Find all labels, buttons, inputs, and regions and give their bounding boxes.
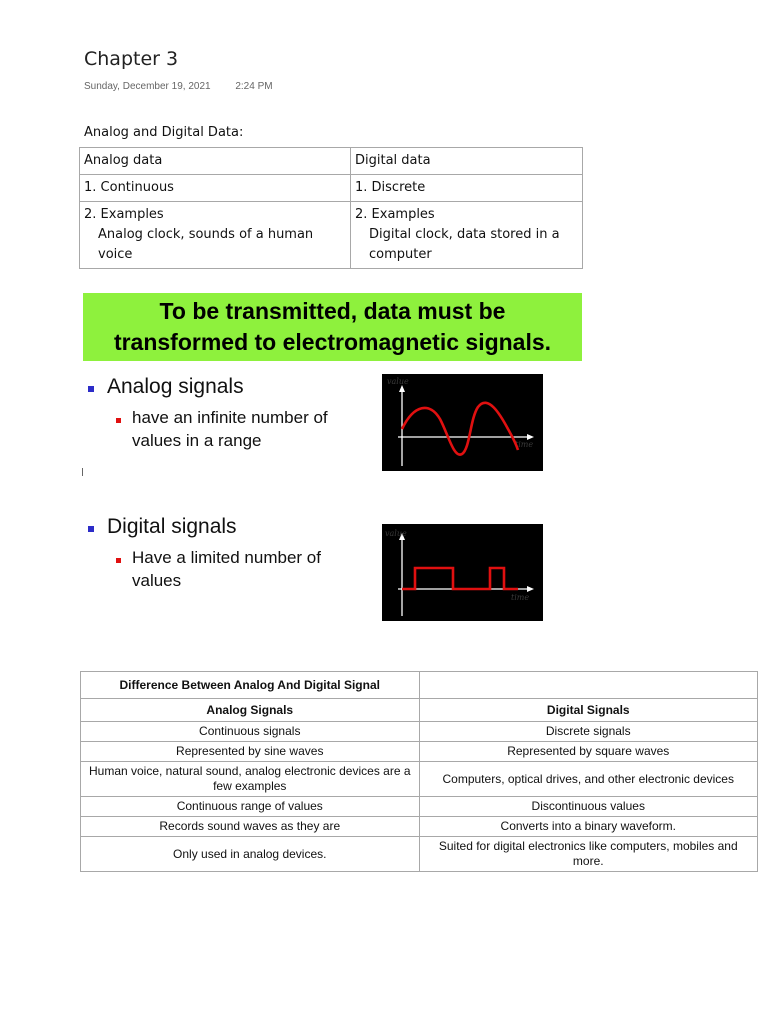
slide-banner bbox=[83, 293, 582, 361]
table-cell-empty bbox=[419, 672, 758, 699]
table-cell: Only used in analog devices. bbox=[81, 837, 420, 872]
analog-digital-data-table bbox=[79, 147, 583, 269]
table-row bbox=[81, 742, 758, 762]
desc-line: Have a limited number of bbox=[132, 548, 321, 567]
table-row bbox=[81, 762, 758, 797]
difference-table bbox=[80, 671, 758, 872]
axis-value-label: value bbox=[385, 529, 407, 538]
table-row bbox=[80, 202, 583, 269]
table-title-text: Difference Between Analog And Digital Signal bbox=[119, 677, 380, 692]
table-cell: Converts into a binary waveform. bbox=[419, 817, 758, 837]
page-title: Chapter 3 bbox=[84, 48, 179, 70]
table-cell: Suited for digital electronics like computers, mobiles and more. bbox=[419, 837, 758, 872]
page-meta bbox=[84, 81, 273, 92]
table-cell bbox=[351, 202, 583, 269]
analog-wave-image bbox=[382, 374, 543, 471]
desc-line: values in a range bbox=[132, 431, 262, 450]
table-header-analog: Analog data bbox=[80, 148, 351, 175]
page-date: Sunday, December 19, 2021 bbox=[84, 81, 211, 92]
table-cell: Represented by square waves bbox=[419, 742, 758, 762]
page-time: 2:24 PM bbox=[235, 81, 273, 92]
table-header-analog bbox=[81, 699, 420, 722]
table-cell bbox=[80, 202, 351, 269]
table-row bbox=[81, 797, 758, 817]
table-cell: Continuous range of values bbox=[81, 797, 420, 817]
header-text: Digital Signals bbox=[546, 702, 630, 717]
table-header-digital: Digital data bbox=[351, 148, 583, 175]
digital-wave-image bbox=[382, 524, 543, 621]
table-row bbox=[81, 699, 758, 722]
table-header-digital bbox=[419, 699, 758, 722]
table-cell: 1. Continuous bbox=[80, 175, 351, 202]
analog-signals-desc bbox=[132, 406, 328, 452]
banner-line: transformed to electromagnetic signals. bbox=[113, 329, 552, 355]
sub-bullet-icon bbox=[116, 418, 121, 423]
table-cell: Continuous signals bbox=[81, 722, 420, 742]
sub-bullet-icon bbox=[116, 558, 121, 563]
table-cell: Represented by sine waves bbox=[81, 742, 420, 762]
banner-line: To be transmitted, data must be bbox=[159, 298, 506, 324]
analog-signal-graph bbox=[382, 374, 543, 471]
table-cell: 1. Discrete bbox=[351, 175, 583, 202]
table-cell: Human voice, natural sound, analog electronic devices are a few examples bbox=[81, 762, 420, 797]
cell-detail: Digital clock, data stored in a computer bbox=[369, 227, 560, 262]
table-cell: Computers, optical drives, and other electronic devices bbox=[419, 762, 758, 797]
table-row bbox=[81, 837, 758, 872]
header-text: Analog Signals bbox=[206, 702, 294, 717]
cell-label: 2. Examples bbox=[84, 207, 164, 222]
stray-mark bbox=[82, 468, 83, 476]
table-cell: Records sound waves as they are bbox=[81, 817, 420, 837]
table-row bbox=[81, 722, 758, 742]
digital-signal-graph bbox=[382, 524, 543, 621]
axis-time-label: time bbox=[511, 593, 530, 602]
axis-value-label: value bbox=[387, 377, 409, 386]
table-row bbox=[80, 175, 583, 202]
table-cell: Discrete signals bbox=[419, 722, 758, 742]
desc-line: have an infinite number of bbox=[132, 408, 328, 427]
analog-signals-title: Analog signals bbox=[107, 375, 244, 398]
table-row bbox=[80, 148, 583, 175]
section-heading: Analog and Digital Data: bbox=[84, 125, 244, 140]
bullet-icon bbox=[88, 386, 94, 392]
table-cell: Discontinuous values bbox=[419, 797, 758, 817]
axis-time-label: time bbox=[515, 440, 534, 449]
cell-detail: Analog clock, sounds of a human voice bbox=[98, 227, 314, 262]
digital-signals-title: Digital signals bbox=[107, 515, 237, 538]
table-row bbox=[81, 817, 758, 837]
desc-line: values bbox=[132, 571, 182, 590]
digital-signals-desc bbox=[132, 546, 321, 592]
cell-label: 2. Examples bbox=[355, 207, 435, 222]
table-row bbox=[81, 672, 758, 699]
bullet-icon bbox=[88, 526, 94, 532]
table-title bbox=[81, 672, 420, 699]
